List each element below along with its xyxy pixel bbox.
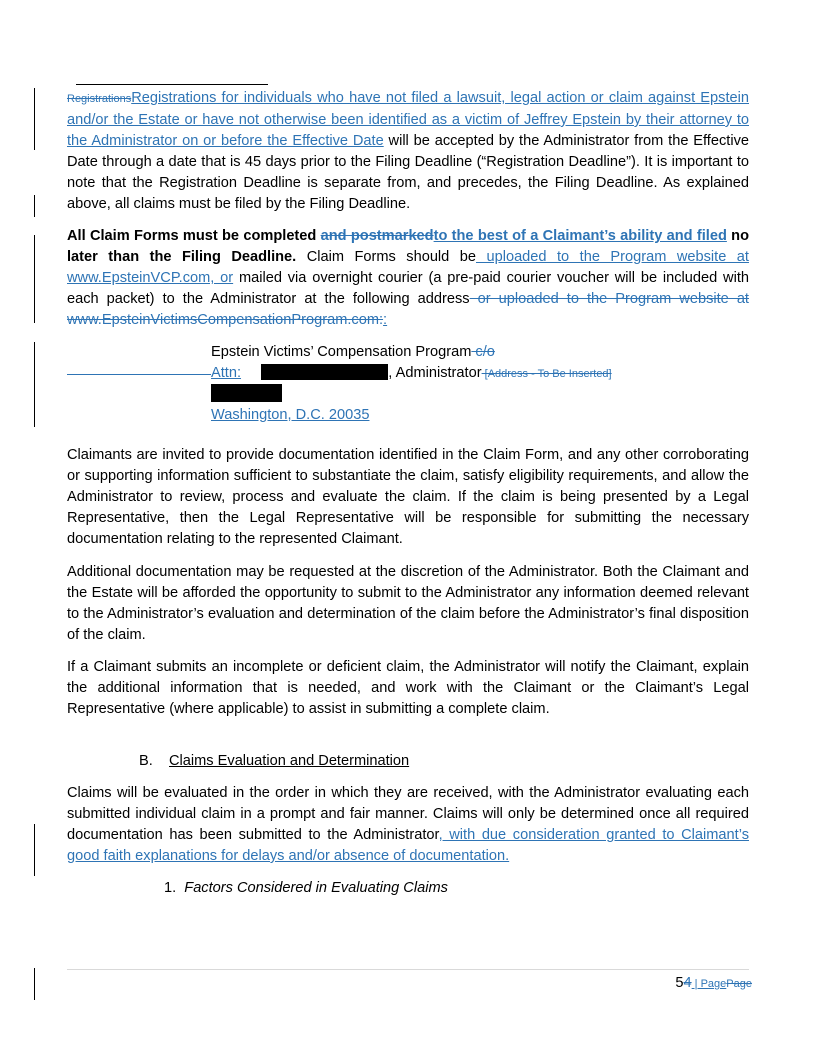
inserted-text: Registrations for individuals who have not filed a lawsuit, legal action or claim against Epstein and/or the Estate or have not otherwise been identified as a victim of Jeffrey Epstein by their attorney to the Administrator on or before the Effective Date — [67, 90, 749, 149]
inserted-text: uploaded to the Program website at www.EpsteinVCP.com, or — [67, 249, 749, 286]
footer-rule — [67, 969, 749, 970]
address-line-3 — [211, 384, 282, 406]
address-line-4 — [211, 405, 369, 426]
deleted-text: Registrations — [67, 93, 132, 105]
address-line-1 — [211, 342, 495, 363]
footnote-separator — [76, 84, 268, 85]
paragraph-documentation: Claimants are invited to provide documentation identified in the Claim Form, and any other corroborating or supporting information sufficient to substantiate the claim, satisfy eligibility requirements, and allow the Administrator to review, process and evaluate the claim. If the claim is being presented by a Legal Representative, then the Legal Representative will be responsible for submitting the necessary documentation relating to the represented Claimant. — [67, 447, 749, 547]
inserted-text: Washington, D.C. 20035 — [211, 407, 370, 423]
page-number — [675, 973, 752, 995]
address-text: , Administrator — [388, 365, 482, 381]
address-text: Epstein Victims’ Compensation Program — [211, 344, 472, 360]
address-line-2 — [211, 363, 612, 385]
paragraph-text: will be accepted by the Administrator from the Effective Date through a date that is 45 days prior to the Filing Deadline (“Registration Deadline”). It is important to note that the Registration Deadline is separate from, and precedes, the Filing Deadline. As explained above, all claims must be filed by the Filing Deadline. — [67, 133, 749, 212]
paragraph-text: Claims will be evaluated in the order in which they are received, with the Administrator evaluating each submitted individual claim in a prompt and fair manner. Claims will only be determined once all required documentation has been submitted to the Administrator — [67, 785, 749, 843]
paragraph-evaluation — [67, 783, 749, 867]
redaction-box — [261, 364, 388, 380]
bold-text: All Claim Forms must be completed — [67, 228, 321, 244]
deleted-text: Page — [726, 978, 752, 990]
item-number: 1. — [164, 880, 177, 896]
change-bar — [34, 824, 35, 876]
section-title: Claims Evaluation and Determination — [169, 753, 410, 769]
paragraph-text: Claim Forms should be — [296, 249, 476, 265]
subsection-heading — [164, 878, 448, 899]
inserted-text: | Page — [691, 978, 727, 990]
paragraph-deficient-claim: If a Claimant submits an incomplete or deficient claim, the Administrator will notify the Claimant, explain the additional information that is needed, and work with the Claimant or the Claimant’s Legal Representative (where applicable) to assist in submitting a complete claim. — [67, 659, 749, 717]
paragraph-claim-forms — [67, 226, 749, 331]
paragraph-registration — [67, 88, 749, 215]
bold-text: no later than the Filing Deadline. — [67, 228, 749, 265]
paragraph-additional-docs: Additional documentation may be requested at the discretion of the Administrator. Both the Claimant and the Estate will be afforded the opportunity to submit to the Administrator any information deemed relevant to the Administrator’s evaluation and determination of the claim before the Administrator’s final disposition of the claim. — [67, 564, 749, 643]
inserted-text: , with due consideration granted to Claimant’s good faith explanations for delays and/or absence of documentation. — [67, 827, 749, 864]
redaction-box — [211, 384, 282, 402]
deleted-text: c/o — [471, 344, 495, 360]
section-number: B. — [139, 753, 153, 769]
change-bar — [34, 342, 35, 427]
paragraph-text: mailed via overnight courier (a pre-paid courier voucher will be included with each packet) to the Administrator at the following address — [67, 270, 749, 307]
page-number-value: 5 — [675, 975, 684, 991]
change-bar — [34, 195, 35, 217]
inserted-text: to the best of a Claimant’s ability and filed — [433, 228, 727, 244]
inserted-text: : — [383, 312, 388, 328]
change-bar — [34, 235, 35, 323]
deleted-text: or uploaded to the Program website at www.EpsteinVictimsCompensationProgram.com: — [67, 291, 749, 328]
change-bar — [34, 968, 35, 1000]
change-bar — [34, 88, 35, 150]
deleted-text: and postmarked — [320, 228, 434, 244]
item-title: Factors Considered in Evaluating Claims — [184, 880, 448, 896]
inserted-tab-underline — [67, 374, 211, 375]
deleted-text: 4 — [683, 975, 692, 991]
section-heading — [139, 751, 409, 772]
deleted-text: [Address - To Be Inserted] — [481, 368, 612, 380]
inserted-text: Attn: — [211, 365, 242, 381]
